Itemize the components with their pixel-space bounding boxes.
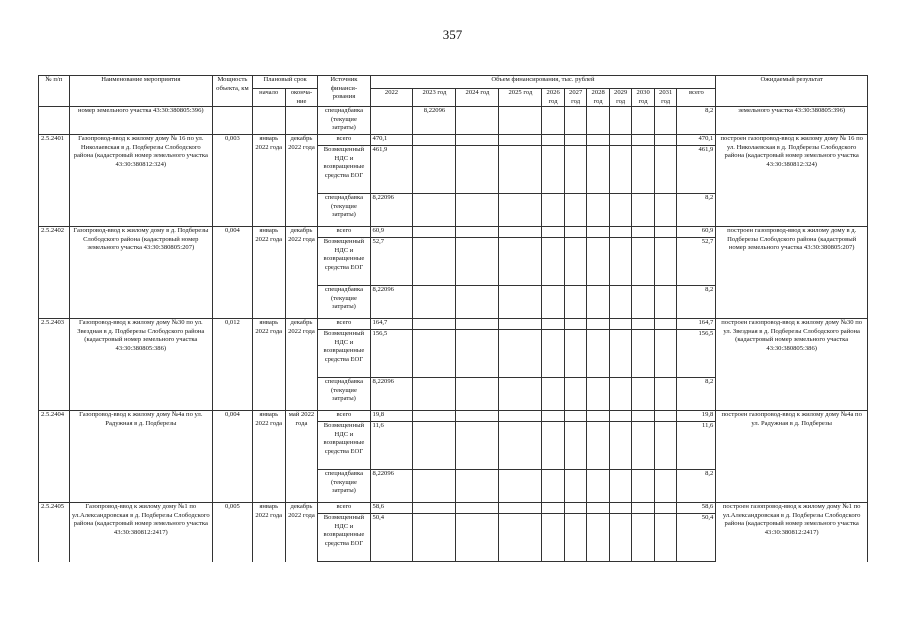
row-number: 2.5.2404 (39, 411, 70, 503)
empty-year-cell (632, 514, 655, 562)
cont-source: спецнадбавка (текущие затраты) (318, 107, 370, 135)
empty-year-cell (587, 194, 610, 227)
empty-year-cell (609, 286, 632, 319)
empty-year-cell (654, 330, 677, 378)
empty-year-cell (587, 330, 610, 378)
row-name: Газопровод-ввод к жилому дому №30 по ул. Звездная в д. Подберезы Слободского района (кадастровый номер земельного участка 43:30:380805:386) (69, 319, 212, 411)
empty-year-cell (632, 319, 655, 330)
empty-year-cell (413, 503, 456, 514)
empty-year-cell (564, 411, 587, 422)
row-source: Возмещенный НДС и возвращенные средства ЕОГ (318, 238, 370, 286)
empty-year-cell (413, 378, 456, 411)
table-row (39, 135, 868, 146)
header-year-2023: 2023 год (413, 89, 456, 107)
row-source: спецнадбавка (текущие затраты) (318, 378, 370, 411)
empty-year-cell (413, 286, 456, 319)
empty-year-cell (456, 319, 499, 330)
empty-year-cell (609, 194, 632, 227)
row-total: 164,7 (677, 319, 716, 330)
row-source: Возмещенный НДС и возвращенные средства ЕОГ (318, 422, 370, 470)
row-capacity: 0,004 (212, 227, 252, 319)
empty-year-cell (564, 470, 587, 503)
header-year-2029: 2029 год (609, 89, 632, 107)
empty-year-cell (456, 422, 499, 470)
empty-year-cell (456, 227, 499, 238)
empty-year-cell (542, 422, 565, 470)
row-number: 2.5.2401 (39, 135, 70, 227)
empty-year-cell (654, 194, 677, 227)
empty-year-cell (564, 146, 587, 194)
empty-year-cell (609, 238, 632, 286)
row-start: январь 2022 года (252, 503, 285, 562)
header-year-2027: 2027 год (564, 89, 587, 107)
row-capacity: 0,003 (212, 135, 252, 227)
empty-year-cell (542, 146, 565, 194)
header-year-2024: 2024 год (456, 89, 499, 107)
empty-year-cell (413, 330, 456, 378)
row-value-2022: 8,22096 (370, 470, 413, 503)
empty-year-cell (564, 194, 587, 227)
row-end: декабрь 2022 года (285, 135, 318, 227)
cont-total: 8,2 (677, 107, 716, 135)
empty-year-cell (587, 422, 610, 470)
empty-year-cell (632, 135, 655, 146)
empty-year-cell (632, 378, 655, 411)
row-end: декабрь 2022 года (285, 503, 318, 562)
row-total: 11,6 (677, 422, 716, 470)
empty-year-cell (542, 411, 565, 422)
empty-year-cell (609, 227, 632, 238)
cont-name: номер земельного участка 43:30:380805:396) (69, 107, 212, 135)
row-value-2022: 461,9 (370, 146, 413, 194)
row-total: 8,2 (677, 286, 716, 319)
empty-year-cell (542, 330, 565, 378)
empty-year-cell (632, 146, 655, 194)
row-number: 2.5.2405 (39, 503, 70, 562)
row-value-2022: 8,22096 (370, 286, 413, 319)
row-capacity: 0,005 (212, 503, 252, 562)
row-value-2022: 156,5 (370, 330, 413, 378)
empty-year-cell (654, 411, 677, 422)
empty-year-cell (632, 470, 655, 503)
empty-year-cell (542, 470, 565, 503)
financing-table (38, 75, 868, 562)
empty-year-cell (609, 319, 632, 330)
row-source: Возмещенный НДС и возвращенные средства ЕОГ (318, 330, 370, 378)
empty-year-cell (654, 227, 677, 238)
empty-year-cell (499, 135, 542, 146)
header-year-2031: 2031 год (654, 89, 677, 107)
row-name: Газопровод-ввод к жилому дому № 16 по ул. Николаевская в д. Подберезы Слободского района (кадастровый номер земельного участка 43:30:380812:324) (69, 135, 212, 227)
empty-year-cell (632, 194, 655, 227)
empty-year-cell (654, 422, 677, 470)
row-total: 8,2 (677, 194, 716, 227)
empty-year-cell (542, 286, 565, 319)
empty-year-cell (564, 135, 587, 146)
empty-year-cell (499, 422, 542, 470)
row-total: 156,5 (677, 330, 716, 378)
empty-year-cell (632, 330, 655, 378)
empty-year-cell (587, 146, 610, 194)
row-name: Газопровод-ввод к жилому дому №1 по ул.Александровская в д. Подберезы Слободского района (кадастровый номер земельного участка 43:30:380812:2417) (69, 503, 212, 562)
empty-year-cell (456, 286, 499, 319)
empty-year-cell (609, 514, 632, 562)
empty-year-cell (542, 378, 565, 411)
page-number: 357 (442, 27, 463, 42)
empty-year-cell (632, 227, 655, 238)
table-row (39, 319, 868, 330)
row-total: 50,4 (677, 514, 716, 562)
row-result: построен газопровод-ввод к жилому дому в д. Подберезы Слободского района (кадастровый номер земельного участка 43:30:380805:207) (716, 227, 868, 319)
row-source: Возмещенный НДС и возвращенные средства ЕОГ (318, 146, 370, 194)
row-source: всего (318, 319, 370, 330)
header-year-2022: 2022 (370, 89, 413, 107)
empty-year-cell (456, 411, 499, 422)
row-name: Газопровод-ввод к жилому дому №4а по ул. Радужная в д. Подберезы (69, 411, 212, 503)
empty-year-cell (499, 238, 542, 286)
empty-year-cell (542, 319, 565, 330)
header-capacity: Мощность объекта, км (212, 76, 252, 107)
row-value-2022: 60,9 (370, 227, 413, 238)
empty-year-cell (587, 470, 610, 503)
empty-year-cell (564, 286, 587, 319)
empty-year-cell (542, 135, 565, 146)
row-total: 52,7 (677, 238, 716, 286)
row-end: май 2022 года (285, 411, 318, 503)
empty-year-cell (564, 227, 587, 238)
header-period: Плановый срок (252, 76, 317, 89)
empty-year-cell (609, 135, 632, 146)
empty-year-cell (499, 411, 542, 422)
empty-year-cell (587, 503, 610, 514)
empty-year-cell (632, 411, 655, 422)
row-source: Возмещенный НДС и возвращенные средства ЕОГ (318, 514, 370, 562)
header-year-2030: 2030 год (632, 89, 655, 107)
row-capacity: 0,004 (212, 411, 252, 503)
header-num: № п/п (39, 76, 70, 107)
empty-year-cell (587, 135, 610, 146)
row-source: всего (318, 227, 370, 238)
header-name: Наименование мероприятия (69, 76, 212, 107)
empty-year-cell (609, 411, 632, 422)
empty-year-cell (609, 503, 632, 514)
empty-year-cell (587, 378, 610, 411)
empty-year-cell (587, 227, 610, 238)
empty-year-cell (413, 135, 456, 146)
row-value-2022: 8,22096 (370, 194, 413, 227)
table-row (39, 411, 868, 422)
row-total: 8,2 (677, 378, 716, 411)
row-end: декабрь 2022 года (285, 227, 318, 319)
empty-year-cell (456, 378, 499, 411)
empty-year-cell (564, 330, 587, 378)
row-result: построен газопровод-ввод к жилому дому №4а по ул. Радужная в д. Подберезы (716, 411, 868, 503)
empty-year-cell (499, 319, 542, 330)
empty-year-cell (609, 470, 632, 503)
empty-year-cell (654, 470, 677, 503)
empty-year-cell (456, 146, 499, 194)
empty-year-cell (654, 503, 677, 514)
row-value-2022: 164,7 (370, 319, 413, 330)
empty-year-cell (413, 422, 456, 470)
empty-year-cell (456, 503, 499, 514)
empty-year-cell (587, 514, 610, 562)
empty-year-cell (609, 378, 632, 411)
cont-result: земельного участка 43:30:380805:396) (716, 107, 868, 135)
row-value-2022: 11,6 (370, 422, 413, 470)
empty-year-cell (542, 227, 565, 238)
empty-year-cell (632, 286, 655, 319)
continuation-row (39, 107, 868, 135)
row-start: январь 2022 года (252, 319, 285, 411)
empty-year-cell (654, 238, 677, 286)
empty-year-cell (542, 238, 565, 286)
empty-year-cell (413, 411, 456, 422)
header-period-start: начало (252, 89, 285, 107)
empty-year-cell (499, 503, 542, 514)
row-source: спецнадбавка (текущие затраты) (318, 470, 370, 503)
header-funding: Объем финансирования, тыс. рублей (370, 76, 716, 89)
empty-year-cell (654, 378, 677, 411)
row-start: январь 2022 года (252, 227, 285, 319)
row-value-2022: 50,4 (370, 514, 413, 562)
row-capacity: 0,012 (212, 319, 252, 411)
empty-year-cell (499, 378, 542, 411)
empty-year-cell (413, 470, 456, 503)
row-total: 470,1 (677, 135, 716, 146)
header-total: всего (677, 89, 716, 107)
empty-year-cell (564, 319, 587, 330)
empty-year-cell (456, 514, 499, 562)
row-source: всего (318, 411, 370, 422)
empty-year-cell (564, 514, 587, 562)
header-result: Ожидаемый результат (716, 76, 868, 107)
empty-year-cell (456, 194, 499, 227)
row-total: 461,9 (677, 146, 716, 194)
empty-year-cell (609, 146, 632, 194)
row-source: спецнадбавка (текущие затраты) (318, 194, 370, 227)
row-source: спецнадбавка (текущие затраты) (318, 286, 370, 319)
empty-year-cell (456, 470, 499, 503)
empty-year-cell (542, 503, 565, 514)
empty-year-cell (564, 503, 587, 514)
row-start: январь 2022 года (252, 135, 285, 227)
row-number: 2.5.2402 (39, 227, 70, 319)
empty-year-cell (587, 411, 610, 422)
header-year-2025: 2025 год (499, 89, 542, 107)
header-period-end: оконча-ние (285, 89, 318, 107)
empty-year-cell (564, 422, 587, 470)
row-result: построен газопровод-ввод к жилому дому №30 по ул. Звездная в д. Подберезы Слободского района (кадастровый номер земельного участка 43:30:380805:386) (716, 319, 868, 411)
row-name: Газопровод-ввод к жилому дому в д. Подберезы Слободского района (кадастровый номер земельного участка 43:30:380805:207) (69, 227, 212, 319)
empty-year-cell (564, 238, 587, 286)
empty-year-cell (609, 330, 632, 378)
row-source: всего (318, 503, 370, 514)
empty-year-cell (499, 514, 542, 562)
empty-year-cell (542, 514, 565, 562)
empty-year-cell (499, 194, 542, 227)
empty-year-cell (654, 286, 677, 319)
row-total: 60,9 (677, 227, 716, 238)
row-end: декабрь 2022 года (285, 319, 318, 411)
empty-year-cell (413, 227, 456, 238)
empty-year-cell (654, 319, 677, 330)
row-total: 19,8 (677, 411, 716, 422)
row-start: январь 2022 года (252, 411, 285, 503)
row-number: 2.5.2403 (39, 319, 70, 411)
empty-year-cell (609, 422, 632, 470)
row-result: построен газопровод-ввод к жилому дому № 16 по ул. Николаевская в д. Подберезы Слободского района (кадастровый номер земельного участка 43:30:380812:324) (716, 135, 868, 227)
empty-year-cell (413, 319, 456, 330)
empty-year-cell (564, 378, 587, 411)
empty-year-cell (587, 238, 610, 286)
row-total: 8,2 (677, 470, 716, 503)
empty-year-cell (499, 146, 542, 194)
empty-year-cell (542, 194, 565, 227)
row-value-2022: 19,8 (370, 411, 413, 422)
empty-year-cell (499, 227, 542, 238)
empty-year-cell (632, 238, 655, 286)
empty-year-cell (587, 319, 610, 330)
empty-year-cell (499, 286, 542, 319)
empty-year-cell (587, 286, 610, 319)
row-value-2022: 8,22096 (370, 378, 413, 411)
empty-year-cell (654, 146, 677, 194)
empty-year-cell (654, 135, 677, 146)
cont-value-2023: 8,22096 (413, 107, 456, 135)
row-source: всего (318, 135, 370, 146)
empty-year-cell (456, 330, 499, 378)
empty-year-cell (413, 194, 456, 227)
table-row (39, 227, 868, 238)
table-row (39, 503, 868, 514)
row-value-2022: 52,7 (370, 238, 413, 286)
empty-year-cell (456, 135, 499, 146)
empty-year-cell (632, 422, 655, 470)
empty-year-cell (499, 330, 542, 378)
empty-year-cell (413, 238, 456, 286)
row-value-2022: 470,1 (370, 135, 413, 146)
header-year-2026: 2026 год (542, 89, 565, 107)
header-source: Источник финанси-рования (318, 76, 370, 107)
empty-year-cell (456, 238, 499, 286)
empty-year-cell (413, 514, 456, 562)
empty-year-cell (499, 470, 542, 503)
empty-year-cell (413, 146, 456, 194)
row-result: построен газопровод-ввод к жилому дому №1 по ул.Александровская в д. Подберезы Слободского района (кадастровый номер земельного участка 43:30:380812:2417) (716, 503, 868, 562)
row-value-2022: 58,6 (370, 503, 413, 514)
row-total: 58,6 (677, 503, 716, 514)
header-year-2028: 2028 год (587, 89, 610, 107)
empty-year-cell (654, 514, 677, 562)
empty-year-cell (632, 503, 655, 514)
